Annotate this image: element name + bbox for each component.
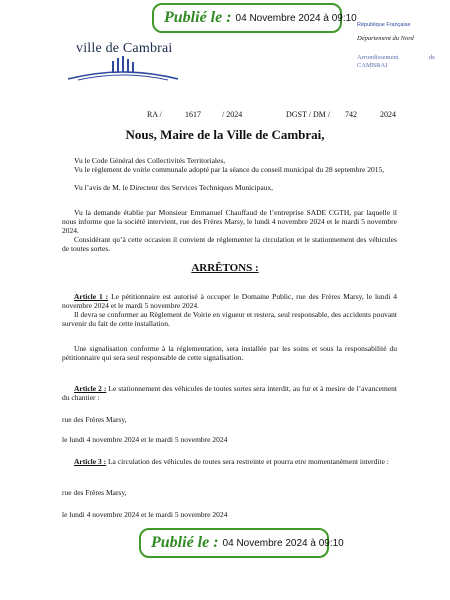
vu-reglement: Vu le règlement de voirie communale adopté par la séance du conseil municipal du 28 septembre 2015, [74, 165, 385, 174]
published-date: 04 Novembre 2024 à 09:10 [235, 12, 357, 24]
article-2-street: rue des Frères Marsy, [62, 415, 127, 424]
published-date: 04 Novembre 2024 à 09:10 [222, 537, 344, 549]
article-1 [62, 292, 397, 310]
published-stamp-top [152, 3, 357, 33]
article-1-signalisation: Une signalisation conforme à la réglementation, sera installée par les soins et sous la responsabilité du pétitionnaire qui sera seul responsable de cette signalisation. [62, 344, 397, 362]
published-label: Publié le : [164, 9, 232, 26]
considerant: Considérant qu’à cette occasion il convient de réglementer la circulation et le stationnement des véhicules de toutes sortes. [62, 235, 397, 253]
vu-code: Vu le Code Général des Collectivités Territoriales, [74, 156, 226, 165]
published-label: Publié le : [151, 534, 219, 551]
page-title: Nous, Maire de la Ville de Cambrai, [125, 127, 325, 142]
article-1-text: Le pétitionnaire est autorisé à occuper le Domaine Public, rue des Frères Marsy, le lundi 4 novembre 2024 et le mardi 5 novembre 2024. [62, 292, 398, 310]
ref-dgst-year: 2024 [380, 110, 396, 119]
article-1-label: Article 1 : [74, 292, 109, 301]
published-stamp-bottom [139, 528, 344, 558]
article-3-dates: le lundi 4 novembre 2024 et le mardi 5 novembre 2024 [62, 510, 228, 519]
article-2-text: Le stationnement des véhicules de toutes sortes sera interdit, au fur et à mesire de l’avancement du chantier : [62, 384, 397, 402]
arrondissement-de: de [428, 54, 435, 61]
republique-label: République Française [357, 22, 411, 28]
ref-dgst-number: 742 [345, 110, 357, 119]
arrondissement-label: Arrondissement [357, 54, 399, 61]
departement-label: Département du Nord [357, 35, 414, 42]
ref-ra: RA / [147, 110, 162, 119]
ref-dgst: DGST / DM / [286, 110, 331, 119]
arretons-heading: ARRÊTONS : [191, 262, 259, 274]
ref-ra-year: / 2024 [222, 110, 243, 119]
article-2 [62, 384, 397, 402]
vu-avis: Vu l’avis de M. le Directeur des Services Techniques Municipaux, [74, 183, 274, 192]
logo-skyline-icon [68, 55, 178, 81]
ref-ra-number: 1617 [185, 110, 201, 119]
arrondissement-name: CAMBRAI [357, 62, 388, 69]
article-3-label: Article 3 : [74, 457, 107, 466]
article-3-street: rue des Frères Marsy, [62, 488, 127, 497]
logo-text: ville de Cambrai [76, 41, 173, 56]
arrondissement-block [357, 54, 435, 70]
article-2-dates: le lundi 4 novembre 2024 et le mardi 5 novembre 2024 [62, 435, 228, 444]
city-logo [68, 41, 178, 81]
article-2-label: Article 2 : [74, 384, 107, 393]
vu-demande: Vu la demande établie par Monsieur Emmanuel Chauffaud de l’entreprise SADE CGTH, par laquelle il nous informe que la société intervient, rue des Frères Marsy, le lundi 4 novembre 2024 et le mardi 5 novembre 2024. [62, 208, 397, 235]
article-1-responsabilite: Il devra se conformer au Règlement de Voirie en vigueur et restera, seul responsable, des accidents pouvant survenir du fait de cette installation. [62, 310, 397, 328]
article-3-text: La circulation des véhicules de toutes sera restreinte et pourra etre momentanément interdite : [107, 457, 389, 466]
article-3 [62, 457, 397, 466]
